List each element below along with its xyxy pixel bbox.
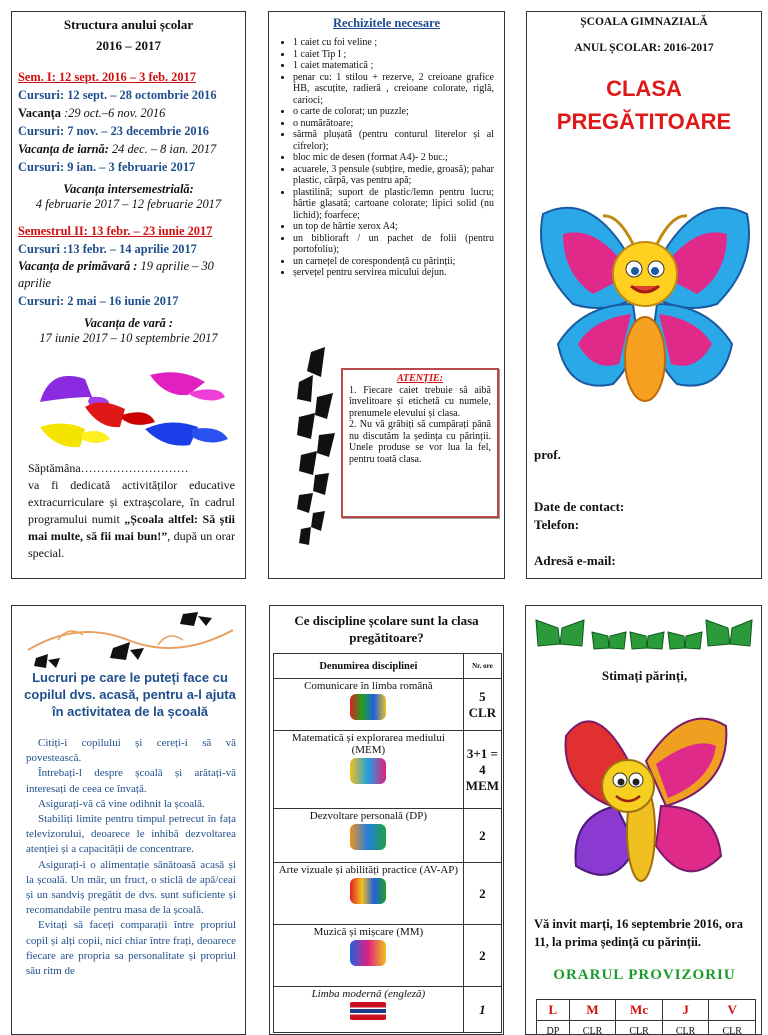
- alt-school-week-end: , după un orar special.: [28, 529, 235, 560]
- schedule-cell: DP: [537, 1021, 570, 1035]
- intersemester-vacation-label: Vacanța intersemestrială:: [12, 182, 245, 197]
- email-label: Adresă e-mail:: [534, 553, 616, 569]
- subject-name: Dezvoltare personală (DP): [276, 810, 461, 822]
- table-row: [274, 863, 502, 925]
- butterfly-yellow-icon: [40, 423, 110, 447]
- table-row: [274, 925, 502, 987]
- table-header-row: [274, 654, 502, 679]
- home-tips-panel: [11, 605, 246, 1035]
- cartoon-butterfly-illustration: [556, 706, 736, 901]
- subjects-title: Ce discipline școlare sunt la clasa pregătitoare?: [270, 612, 503, 646]
- supply-item: • o carte de colorat; un puzzle;: [293, 106, 494, 118]
- table-row: [274, 809, 502, 863]
- subject-hours: 1: [463, 987, 501, 1033]
- subject-name: Muzică și mișcare (MM): [276, 926, 461, 938]
- cover-panel: [526, 11, 762, 579]
- courses-1c: Cursuri: 9 ian. – 3 februarie 2017: [18, 158, 245, 176]
- supplies-title: Rechizitele necesare: [269, 16, 504, 31]
- green-butterflies-row: [534, 614, 754, 652]
- table-row: [274, 679, 502, 731]
- school-year-title: Structura anului școlar: [12, 17, 245, 33]
- day-thursday: J: [662, 1000, 709, 1021]
- supply-item: • o numărătoare;: [293, 118, 494, 130]
- alt-school-week-line: Săptămâna………………………: [28, 461, 189, 475]
- phone-label: Telefon:: [534, 517, 579, 533]
- supply-item: • bloc mic de desen (format A4)- 2 buc.;: [293, 152, 494, 164]
- supply-item: • 1 caiet cu foi veline ;: [293, 37, 494, 49]
- vacation-spring-dates: 19 aprilie – 30 aprilie: [18, 259, 214, 290]
- attention-box: [341, 368, 499, 518]
- alt-school-program-name: „Școala altfel: Să știi mai multe, să fii mai bun!”: [28, 512, 235, 543]
- butterfly-blue-icon: [145, 422, 228, 445]
- table-row: [274, 731, 502, 809]
- subject-name-header: Denumirea disciplinei: [274, 654, 464, 679]
- home-tip: Evitați să faceți comparații între propriul copil și alți copii, nici chiar între frați, deoarece fiecare are propria sa personalitate și propriul său ritm de: [26, 918, 236, 979]
- attention-note-2: 2. Nu vă grăbiți să cumpărați până nu discutăm la ședința cu părinții. Unele produse se vor lua la fel, pentru toată clasa.: [349, 419, 491, 465]
- courses-2a: Cursuri :13 febr. – 14 aprilie 2017: [18, 240, 245, 258]
- supply-item: • șervețel pentru servirea micului dejun.: [293, 267, 494, 279]
- supplies-list: [275, 37, 494, 279]
- courses-1b: Cursuri: 7 nov. – 23 decembrie 2016: [18, 122, 245, 140]
- school-year-structure-panel: [11, 11, 246, 579]
- invitation-panel: [525, 605, 762, 1035]
- home-tips-list: [26, 736, 236, 979]
- day-wednesday: Mc: [616, 1000, 663, 1021]
- schedule-cell: CLR: [616, 1021, 663, 1035]
- day-monday: L: [537, 1000, 570, 1021]
- supply-item: • 1 caiet Tip I ;: [293, 49, 494, 61]
- supply-item: • sârmă plușată (pentru conturul literelor și al cifrelor);: [293, 129, 494, 152]
- supply-item: • 1 caiet matematică ;: [293, 60, 494, 72]
- supply-item: • un carnețel de corespondență cu părinții;: [293, 256, 494, 268]
- class-title: [527, 72, 761, 138]
- home-tips-heading: Lucruri pe care le puteți face cu copilul dvs. acasă, pentru a-l ajuta în activitatea de la școală: [18, 669, 242, 720]
- colorful-butterflies-illustration: [30, 367, 235, 452]
- schedule-cell: CLR: [662, 1021, 709, 1035]
- class-title-line2: PREGĂTITOARE: [527, 105, 761, 138]
- abc-blocks-icon: [350, 694, 386, 720]
- subject-name: Comunicare în limba română: [276, 680, 461, 692]
- hours-header: Nr. ore: [463, 654, 501, 679]
- cartoon-butterfly-illustration: [533, 194, 757, 424]
- supply-item: • acuarele, 3 pensule (subțire, medie, groasă); pahar plastic, cârpă, vas pentru apă;: [293, 164, 494, 187]
- schedule-title: ORARUL PROVIZORIU: [526, 967, 762, 984]
- home-tip: Asigurați-i o alimentație sănătoasă acasă și la școală. Un măr, un fruct, o sticlă de apă/ceai și un sandviș pregătit de dvs. sunt suficiente și recomandabile pentru masa de la școală.: [26, 858, 236, 919]
- butterfly-pink-icon: [150, 372, 225, 400]
- butterfly-red-icon: [85, 402, 155, 427]
- vacation-winter-label: Vacanța de iarnă:: [18, 142, 109, 156]
- attention-note-1: 1. Fiecare caiet trebuie să aibă învelitoare și etichetă cu numele, prenumele elevului și clasa.: [349, 385, 491, 420]
- subject-hours: 2: [463, 809, 501, 863]
- semester1-heading: Sem. I: 12 sept. 2016 – 3 feb. 2017: [18, 68, 245, 86]
- black-butterflies-silhouette-icon: [291, 347, 339, 547]
- class-title-line1: CLASA: [527, 72, 761, 105]
- subject-hours: 2: [463, 863, 501, 925]
- subject-hours: 5 CLR: [463, 679, 501, 731]
- subject-name: Arte vizuale și abilități practice (AV-AP): [276, 864, 461, 876]
- supply-item: • un top de hârtie xerox A4;: [293, 221, 494, 233]
- uk-flag-icon: [350, 1002, 386, 1020]
- courses-1a: Cursuri: 12 sept. – 28 octombrie 2016: [18, 86, 245, 104]
- swirl-butterflies-decoration: [18, 610, 240, 670]
- school-name: ȘCOALA GIMNAZIALĂ: [527, 16, 761, 28]
- home-tip: Citiți-i copilului și cereți-i să vă povestească.: [26, 736, 236, 766]
- prof-label: prof.: [534, 447, 561, 463]
- semester2-heading: Semestrul II: 13 febr. – 23 iunie 2017: [18, 222, 245, 240]
- contact-label: Date de contact:: [534, 499, 624, 515]
- greeting: Stimați părinți,: [526, 668, 762, 684]
- school-year: ANUL ȘCOLAR: 2016-2017: [527, 42, 761, 54]
- subjects-table: [273, 653, 502, 1033]
- intersemester-vacation-dates: 4 februarie 2017 – 12 februarie 2017: [12, 197, 245, 212]
- supply-item: • penar cu: 1 stilou + rezerve, 2 creioane grafice HB, ascuțite, radieră , creioane colorate, riglă, carioci;: [293, 72, 494, 107]
- home-tip: Asigurați-vă că vine odihnit la școală.: [26, 797, 236, 812]
- home-tip: Întrebați-l despre școală și arătați-vă interesați de ceea ce învață.: [26, 766, 236, 796]
- table-row: [274, 987, 502, 1033]
- courses-2b: Cursuri: 2 mai – 16 iunie 2017: [18, 292, 245, 310]
- alt-school-week-text: va fi dedicată activităților educative extracurriculare și extrașcolare, în cadrul programului numit: [28, 478, 235, 526]
- schedule-table: [536, 999, 756, 1035]
- meeting-invitation: Vă invit marți, 16 septembrie 2016, ora 11, la prima ședință cu părinții.: [534, 915, 758, 951]
- numbers-icon: [350, 758, 386, 784]
- vacation-autumn-label: Vacanța: [18, 106, 61, 120]
- day-tuesday: M: [569, 1000, 616, 1021]
- summer-vacation-dates: 17 iunie 2017 – 10 septembrie 2017: [12, 331, 245, 346]
- schedule-row: [537, 1021, 756, 1035]
- subjects-panel: [269, 605, 504, 1035]
- home-tip: Stabiliți limite pentru timpul petrecut în fața televizorului, deoarece le inhibă dezvoltarea atenției și a capacității de concentrare.: [26, 812, 236, 858]
- day-friday: V: [709, 1000, 756, 1021]
- children-group-icon: [350, 824, 386, 850]
- vacation-spring-label: Vacanța de primăvară :: [18, 259, 137, 273]
- subject-hours: 3+1 = 4 MEM: [463, 731, 501, 809]
- vacation-winter-dates: 24 dec. – 8 ian. 2017: [109, 142, 216, 156]
- supplies-panel: [268, 11, 505, 579]
- supply-item: • plastilină; suport de plastic/lemn pentru lucru; hârtie glasată; cartoane colorate; lipici solid (nu lichid); foarfece;: [293, 187, 494, 222]
- subject-name: Matematică și explorarea mediului (MEM): [276, 732, 461, 756]
- schedule-cell: CLR: [569, 1021, 616, 1035]
- art-palette-icon: [350, 878, 386, 904]
- supply-item: • un biblioraft / un pachet de folii (pentru portofoliu);: [293, 233, 494, 256]
- vacation-autumn-dates: :29 oct.–6 nov. 2016: [61, 106, 165, 120]
- attention-title: ATENȚIE:: [349, 373, 491, 385]
- subject-name: Limba modernă (engleză): [276, 988, 461, 1000]
- schedule-cell: CLR: [709, 1021, 756, 1035]
- schedule-days-row: [537, 1000, 756, 1021]
- summer-vacation-label: Vacanța de vară :: [12, 316, 245, 331]
- dancing-children-icon: [350, 940, 386, 966]
- subject-hours: 2: [463, 925, 501, 987]
- school-year-years: 2016 – 2017: [12, 38, 245, 54]
